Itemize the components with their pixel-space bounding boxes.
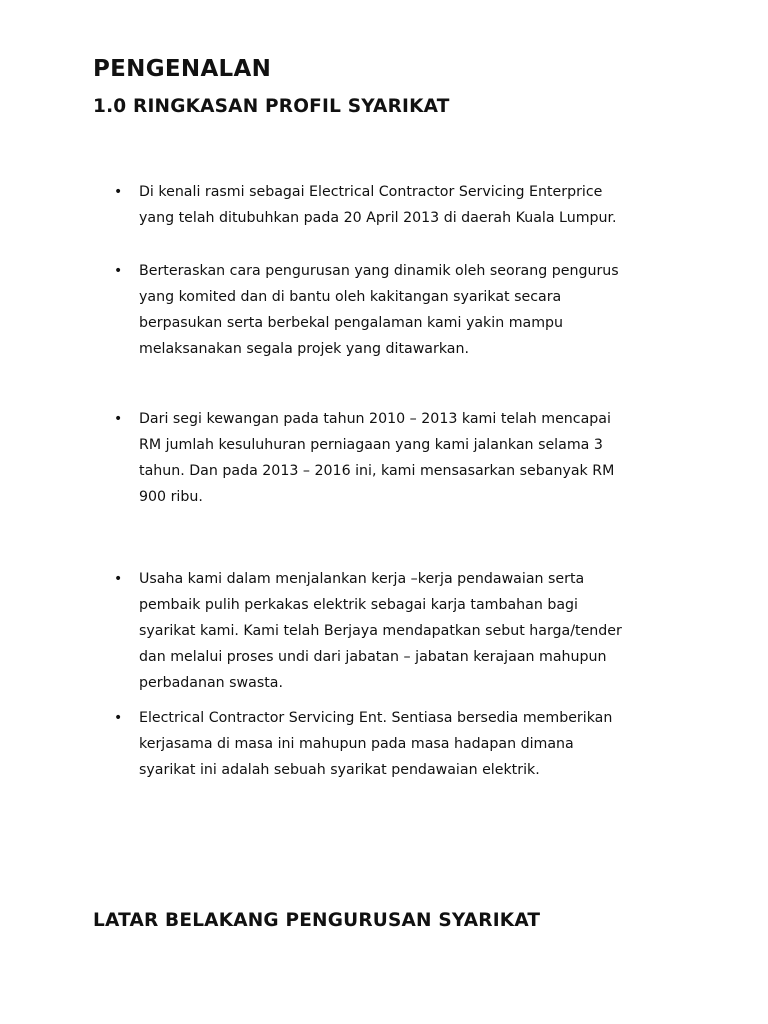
bullet-item	[114, 406, 674, 510]
page-title: PENGENALAN	[93, 56, 272, 82]
section-heading-management: LATAR BELAKANG PENGURUSAN SYARIKAT	[93, 910, 541, 931]
bullet-icon: •	[114, 571, 123, 587]
bullet-item	[114, 179, 674, 231]
bullet-item	[114, 705, 674, 783]
bullet-text: Dari segi kewangan pada tahun 2010 – 2013 kami telah mencapai RM jumlah kesuluhuran perniagaan yang kami jalankan selama 3 tahun. Dan pada 2013 – 2016 ini, kami mensasarkan sebanyak RM 900 ribu.	[139, 411, 615, 505]
bullet-icon: •	[114, 710, 123, 726]
bullet-item	[114, 258, 674, 362]
bullet-icon: •	[114, 411, 123, 427]
bullet-text: Usaha kami dalam menjalankan kerja –kerja pendawaian serta pembaik pulih perkakas elektrik sebagai karja tambahan bagi syarikat kami. Kami telah Berjaya mendapatkan sebut harga/tender dan melalui proses undi dari jabatan – jabatan kerajaan mahupun perbadanan swasta.	[139, 571, 622, 691]
bullet-text: Electrical Contractor Servicing Ent. Sentiasa bersedia memberikan kerjasama di masa ini mahupun pada masa hadapan dimana syarikat ini adalah sebuah syarikat pendawaian elektrik.	[139, 710, 613, 778]
bullet-text: Berteraskan cara pengurusan yang dinamik oleh seorang pengurus yang komited dan di bantu oleh kakitangan syarikat secara berpasukan serta berbekal pengalaman kami yakin mampu melaksanakan segala projek yang ditawarkan.	[139, 263, 619, 357]
section-heading-profile: 1.0 RINGKASAN PROFIL SYARIKAT	[93, 96, 450, 117]
bullet-icon: •	[114, 263, 123, 279]
bullet-text: Di kenali rasmi sebagai Electrical Contractor Servicing Enterprice yang telah ditubuhkan pada 20 April 2013 di daerah Kuala Lumpur.	[139, 184, 617, 226]
bullet-item	[114, 566, 674, 696]
bullet-icon: •	[114, 184, 123, 200]
